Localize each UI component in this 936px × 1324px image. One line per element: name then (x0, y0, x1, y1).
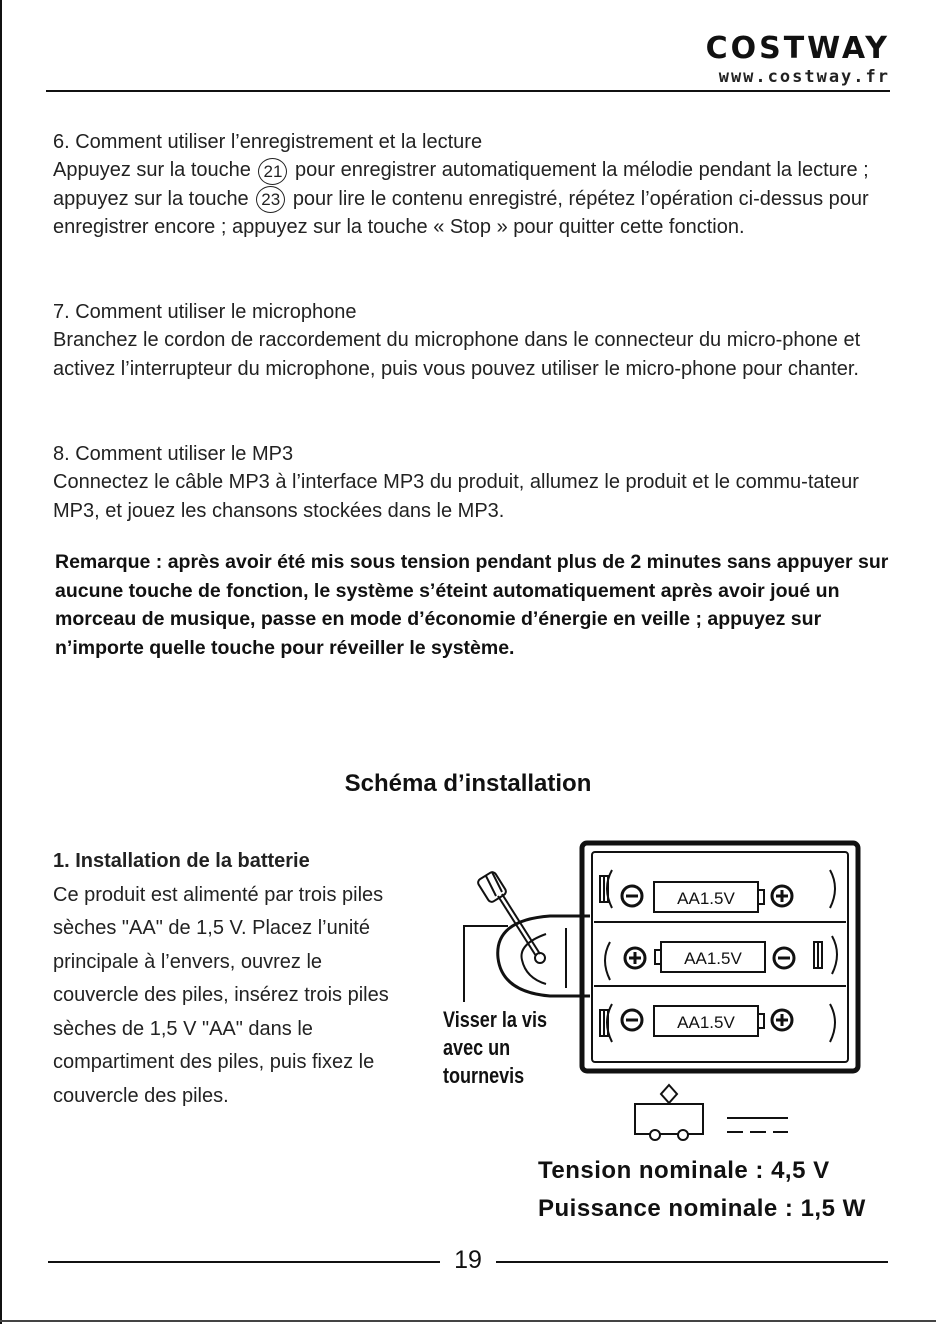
brand-url: www.costway.fr (718, 67, 890, 87)
section-body: Appuyez sur la touche 21 pour enregistrer automatiquement la mélodie pendant la lecture ; appuyez sur la touche 23 pour lire le contenu enregistré, répétez l’opération ci-dessus pour enregistrer encore ; appuyez sur la touche « Stop » pour quitter cette fonction. (53, 159, 869, 238)
section-mp3 (53, 440, 898, 525)
screw-instruction: Visser la vis avec un tournevis (443, 1007, 547, 1088)
install-body: Ce produit est alimenté par trois piles sèches "AA" de 1,5 V. Placez l’unité principale à l’envers, ouvrez le couvercle des piles, insérez trois piles sèches de 1,5 V "AA" dans le compartiment des piles, puis fixez le couvercle des piles. (53, 883, 389, 1107)
battery-middle (625, 942, 794, 972)
key-21-badge: 21 (258, 158, 287, 185)
electrical-ratings (538, 1152, 866, 1228)
section-title: 8. Comment utiliser le MP3 (53, 443, 294, 465)
header-divider (46, 90, 890, 92)
battery-cover-tab (498, 916, 590, 996)
schema-title: Schéma d’installation (344, 770, 592, 797)
section-title: 6. Comment utiliser l’enregistrement et la lecture (53, 131, 483, 153)
section-body: Connectez le câble MP3 à l’interface MP3 du produit, allumez le produit et le commu-tateur MP3, et jouez les chansons stockées dans le MP3. (53, 471, 859, 522)
section-title: 7. Comment utiliser le microphone (53, 301, 357, 323)
screwdriver-icon (477, 871, 540, 956)
brand-header (705, 31, 890, 87)
rated-power: Puissance nominale : 1,5 W (538, 1195, 866, 1222)
dc-polarity-icon (635, 1085, 788, 1140)
battery-label: AA1.5V (677, 1013, 735, 1032)
footer-divider-right (496, 1261, 888, 1263)
battery-diagram (430, 838, 870, 1158)
key-23-badge: 23 (256, 186, 285, 213)
footer-divider-left (48, 1261, 440, 1263)
install-title: 1. Installation de la batterie (53, 850, 310, 872)
brand-logo: COSTWAY (705, 31, 890, 66)
section-body: Branchez le cordon de raccordement du microphone dans le connecteur du micro-phone et activez l’interrupteur du microphone, puis vous pouvez utiliser le micro-phone pour chanter. (53, 329, 861, 380)
section-microphone (53, 298, 898, 383)
battery-installation (53, 845, 413, 1113)
battery-label: AA1.5V (684, 949, 742, 968)
battery-top (622, 882, 792, 912)
battery-bottom (622, 1006, 792, 1036)
page-number: 19 (454, 1246, 482, 1274)
page-edge (0, 0, 2, 1324)
rated-voltage: Tension nominale : 4,5 V (538, 1157, 830, 1184)
section-recording (53, 128, 898, 241)
page-bottom-edge (0, 1320, 936, 1322)
battery-label: AA1.5V (677, 889, 735, 908)
standby-note: Remarque : après avoir été mis sous tension pendant plus de 2 minutes sans appuyer sur aucune touche de fonction, le système s’éteint automatiquement après avoir joué un morceau de musique, passe en mode d’économie d’énergie en veille ; appuyez sur n’importe quelle touche pour réveiller le système. (55, 551, 889, 659)
